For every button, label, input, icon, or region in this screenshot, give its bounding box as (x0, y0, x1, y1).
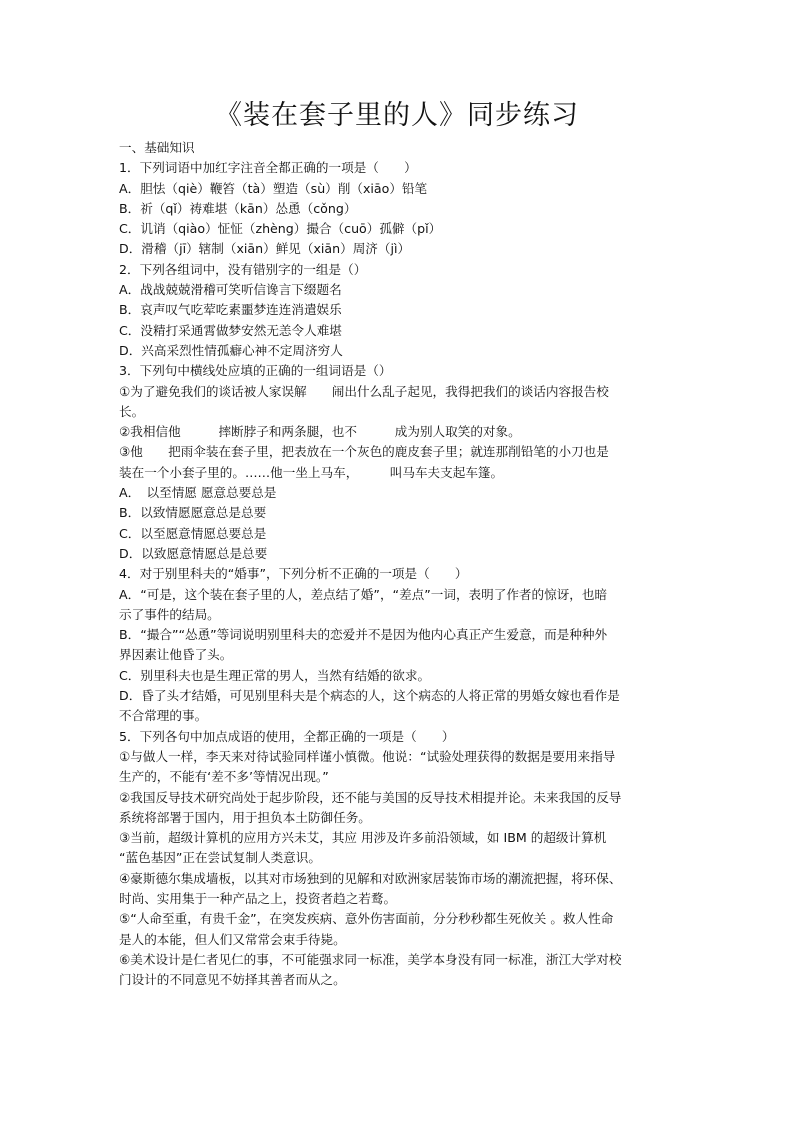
question-3-sentence-3: ③他 把雨伞装在套子里，把表放在一个灰色的鹿皮套子里；就连那削铅笔的小刀也是 (119, 444, 609, 460)
question-5-sentence-5: ⑤“人命至重，有贵千金”，在突发疾病、意外伤害面前，分分秒秒都生死攸关 。救人性命 (119, 911, 614, 927)
question-5-stem: 5．下列各句中加点成语的使用，全都正确的一项是（ ） (119, 728, 455, 744)
section-heading: 一、基础知识 (119, 140, 195, 155)
question-1-option-c: C．讥诮（qiào）怔怔（zhèng）撮合（cuō）孤僻（pǐ） (119, 221, 442, 237)
question-3-option-d: D．以致愿意情愿总是总要 (119, 545, 268, 561)
question-4-option-d: D．昏了头才结婚，可见别里科夫是个病态的人，这个病态的人将正常的男婚女嫁也看作是 (119, 688, 620, 704)
question-5-sentence-1: ①与做人一样，李天来对待试验同样谨小慎微。他说：“试验处理获得的数据是要用来指导 (119, 748, 616, 764)
question-3-sentence-2: ②我相信他 摔断脖子和两条腿，也不 成为别人取笑的对象。 (119, 424, 521, 440)
question-2-option-d: D．兴高采烈性情孤癖心神不定周济穷人 (119, 342, 343, 358)
question-5-sentence-6-cont: 门设计的不同意见不妨择其善者而从之。 (119, 972, 346, 988)
question-3-sentence-1-cont: 长。 (119, 403, 145, 419)
page-title: 《装在套子里的人》同步练习 (215, 100, 579, 131)
question-5-sentence-3: ③当前，超级计算机的应用方兴未艾，其应 用涉及许多前沿领域，如 IBM 的超级计算机 (119, 830, 607, 846)
question-4-option-d-cont: 不合常理的事。 (119, 708, 208, 724)
question-1-option-a: A．胆怯（qiè）鞭笞（tà）塑造（sù）削（xiāo）铅笔 (119, 180, 428, 196)
question-2-option-c: C．没精打采通霄做梦安然无恙令人难堪 (119, 322, 342, 338)
question-2-stem: 2．下列各组词中，没有错别字的一组是（） (119, 261, 367, 277)
question-5-sentence-2: ②我国反导技术研究尚处于起步阶段，还不能与美国的反导技术相提并论。未来我国的反导 (119, 789, 622, 805)
question-5-sentence-4: ④豪斯德尔集成墙板，以其对市场独到的见解和对欧洲家居装饰市场的潮流把握，将环保、 (119, 870, 622, 886)
question-5-sentence-2-cont: 系统将部署于国内，用于担负本土防御任务。 (119, 809, 371, 825)
question-4-stem: 4．对于别里科夫的“婚事”，下列分析不正确的一项是（ ） (119, 566, 468, 582)
question-5-sentence-4-cont: 时尚、实用集于一种产品之上，投资者趋之若鹜。 (119, 890, 397, 906)
question-3-sentence-1: ①为了避免我们的谈话被人家误解 闹出什么乱子起见，我得把我们的谈话内容报告校 (119, 383, 609, 399)
question-4-option-b-cont: 界因素让他昏了头。 (119, 647, 233, 663)
question-3-option-a: A． 以至情愿 愿意总要总是 (119, 485, 277, 501)
question-1-option-d: D．滑稽（jī）辖制（xiān）鲜见（xiān）周济（jì） (119, 241, 411, 257)
question-1-stem: 1．下列词语中加红字注音全都正确的一项是（ ） (119, 160, 417, 176)
question-4-option-b: B．“撮合”“怂恿”等词说明别里科夫的恋爱并不是因为他内心真正产生爱意，而是种种外 (119, 627, 608, 643)
question-1-option-b: B．祈（qǐ）祷难堪（kān）怂恿（cǒng） (119, 200, 357, 216)
question-5-sentence-1-cont: 生产的，不能有‘差不多’等情况出现。” (119, 769, 329, 785)
exercise-content (119, 138, 681, 990)
question-4-option-a-cont: 示了事件的结局。 (119, 606, 220, 622)
question-5-sentence-3-cont: “蓝色基因”正在尝试复制人类意识。 (119, 850, 321, 866)
question-5-sentence-5-cont: 是人的本能，但人们又常常会束手待毙。 (119, 931, 346, 947)
question-3-option-b: B．以致情愿愿意总是总要 (119, 505, 267, 521)
question-2-option-b: B．哀声叹气吃荤吃素噩梦连连消遣娱乐 (119, 302, 342, 318)
question-5-sentence-6: ⑥美术设计是仁者见仁的事，不可能强求同一标准，美学本身没有同一标准，浙江大学对校 (119, 951, 622, 967)
question-4-option-c: C．别里科夫也是生理正常的男人，当然有结婚的欲求。 (119, 667, 431, 683)
question-3-option-c: C．以至愿意情愿总要总是 (119, 525, 267, 541)
question-4-option-a: A．“可是，这个装在套子里的人，差点结了婚”，“差点”一词，表明了作者的惊讶，也暗 (119, 586, 608, 602)
question-3-sentence-3-cont: 装在一个小套子里的。……他一坐上马车， 叫马车夫支起车篷。 (119, 464, 504, 480)
question-3-stem: 3．下列句中横线处应填的正确的一组词语是（） (119, 363, 392, 379)
question-2-option-a: A．战战兢兢滑稽可笑听信谗言下缀题名 (119, 282, 342, 298)
